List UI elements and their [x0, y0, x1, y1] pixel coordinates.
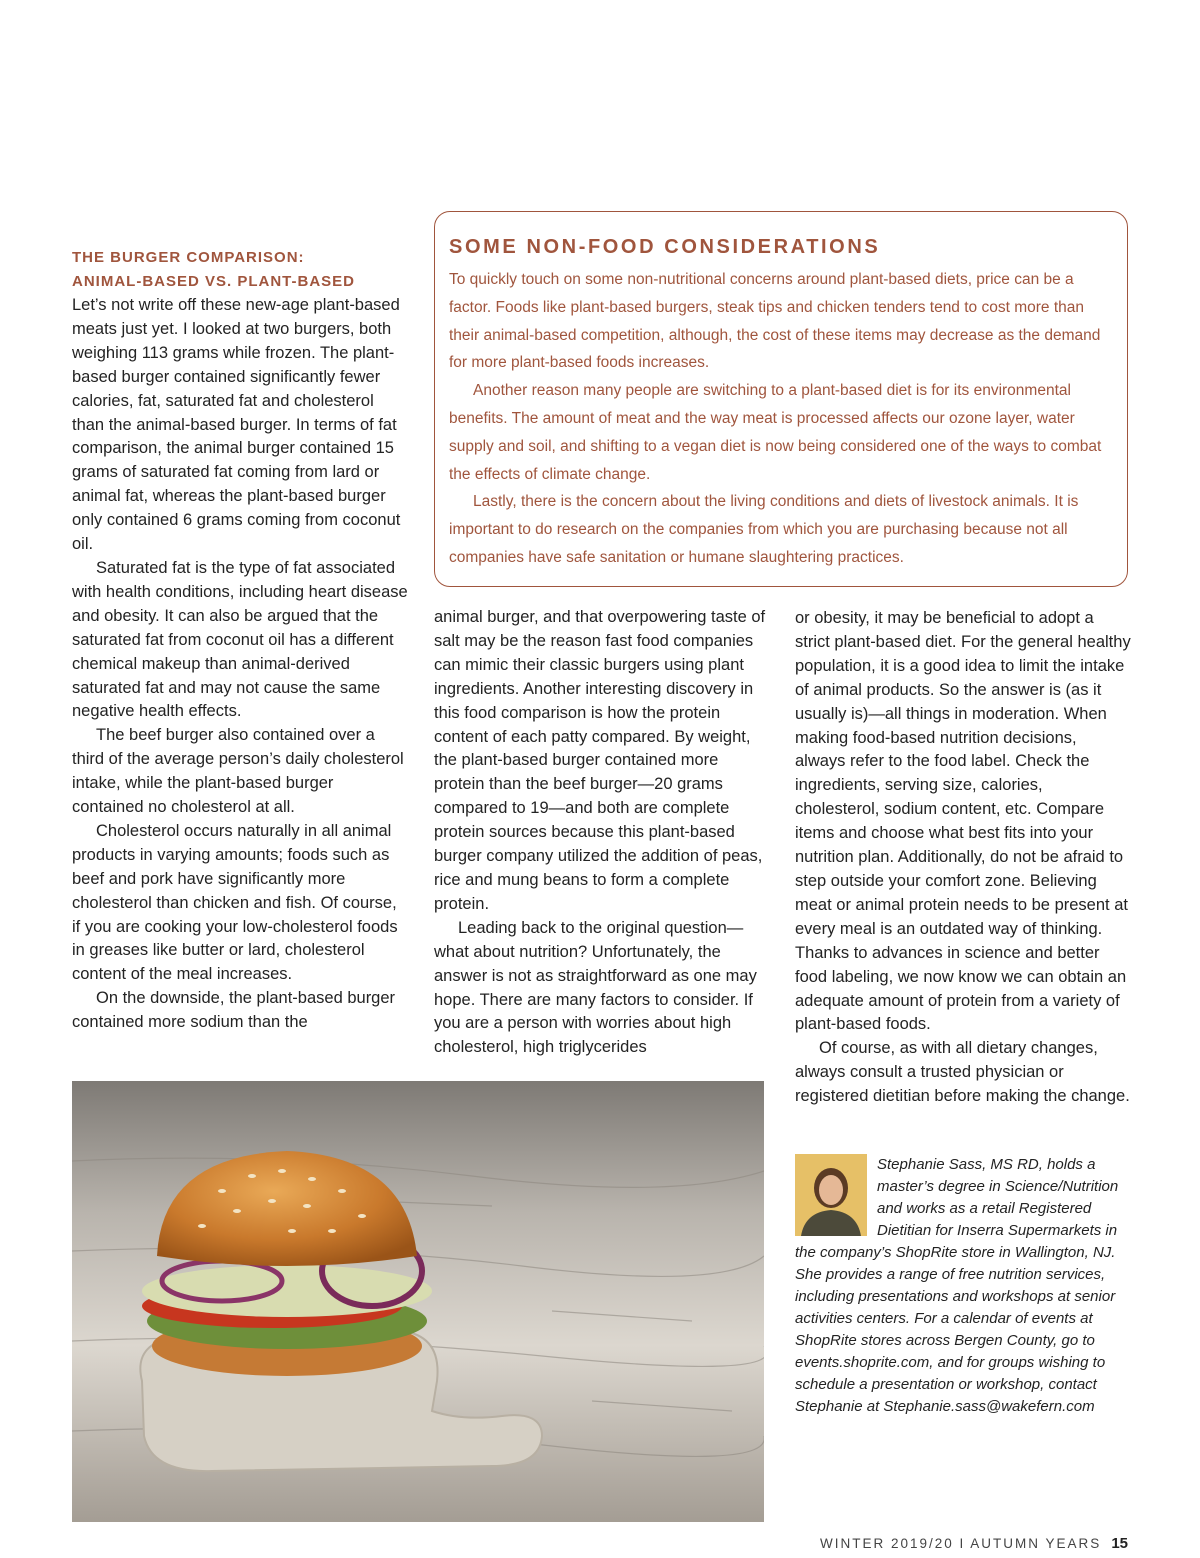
paragraph: animal burger, and that overpowering taste of salt may be the reason fast food companies can mimic their classic burgers using plant ingredients. Another interesting discovery in this food comparison is how the protein content of each patty compared. By weight, the plant-based burger contained more protein than the beef burger—20 grams compared to 19—and both are complete protein sources because this plant-based burger company utilized the addition of peas, rice and mung beans to form a complete protein.: [434, 608, 766, 913]
paragraph: The beef burger also contained over a third of the average person’s daily cholesterol intake, while the plant-based burger contained no cholesterol at all.: [72, 726, 404, 817]
article-column-2: [434, 606, 770, 1060]
sidebar-paragraph: To quickly touch on some non-nutritional concerns around plant-based diets, price can be a factor. Foods like plant-based burgers, steak tips and chicken tenders tend to cost more than their animal-based competition, although, the cost of these items may decrease as the demand for more plant-based foods increases.: [449, 271, 1101, 372]
author-portrait: [795, 1154, 867, 1236]
page-number: 15: [1111, 1535, 1128, 1552]
article-column-3: [795, 607, 1131, 1109]
paragraph: Saturated fat is the type of fat associated with health conditions, including heart disease and obesity. It can also be argued that the saturated fat from coconut oil has a different chemical makeup than animal-derived saturated fat and may not cause the same negative health effects.: [72, 558, 408, 721]
paragraph: Let’s not write off these new-age plant-based meats just yet. I looked at two burgers, both weighing 113 grams while frozen. The plant-based burger contained significantly fewer calories, fat, saturated fat and cholesterol than the animal-based burger. In terms of fat comparison, the animal burger contained 15 grams of saturated fat coming from lard or animal fat, whereas the plant-based burger only contained 6 grams coming from coconut oil.: [72, 296, 401, 554]
article-heading-line-2: ANIMAL-BASED VS. PLANT-BASED: [72, 273, 356, 290]
sidebar-box: [434, 211, 1128, 587]
article-column-1: [72, 246, 408, 1035]
issue-label: WINTER 2019/20 I AUTUMN YEARS: [819, 1536, 1102, 1551]
paragraph: On the downside, the plant-based burger contained more sodium than the: [72, 989, 396, 1032]
paragraph: Leading back to the original question—what about nutrition? Unfortunately, the answer is not as straightforward as one may hope. There are many factors to consider. If you are a person with worries about high cholesterol, high triglycerides: [434, 918, 757, 1057]
burger-photo: [72, 1081, 764, 1522]
author-bio-text: Stephanie Sass, MS RD, holds a master’s degree in Science/Nutrition and works as a retail Registered Dietitian for Inserra Supermarkets in the company’s ShopRite store in Wallington, NJ. She provides a range of free nutrition services, including presentations and workshops at senior activities centers. For a calendar of events at ShopRite stores across Bergen County, go to events.shoprite.com, and for groups wishing to schedule a presentation or workshop, contact Stephanie at Stephanie.sass@wakefern.com: [795, 1156, 1119, 1415]
article-heading: [72, 246, 408, 294]
paragraph: Cholesterol occurs naturally in all animal products in varying amounts; foods such as beef and pork have significantly more cholesterol than chicken and fish. Of course, if you are cooking your low-cholesterol foods in greases like butter or lard, cholesterol content of the meal increases.: [72, 821, 398, 984]
sidebar-paragraph: Another reason many people are switching to a plant-based diet is for its environmental benefits. The amount of meat and the way meat is processed affects our ozone layer, water supply and soil, and shifting to a vegan diet is now being considered one of the ways to combat the effects of climate change.: [449, 382, 1102, 483]
author-bio: [795, 1154, 1130, 1418]
sidebar-paragraph: Lastly, there is the concern about the living conditions and diets of livestock animals. It is important to do research on the companies from which you are purchasing because not all companies have safe sanitation or humane slaughtering practices.: [449, 493, 1079, 566]
page-footer: [820, 1535, 1128, 1552]
sidebar-title: SOME NON-FOOD CONSIDERATIONS: [449, 236, 881, 258]
article-heading-line-1: THE BURGER COMPARISON:: [72, 249, 305, 266]
burger-illustration: [72, 1081, 764, 1522]
paragraph: or obesity, it may be beneficial to adopt a strict plant-based diet. For the general healthy population, it is a good idea to limit the intake of animal products. So the answer is (as it usually is)—all things in moderation. When making food-based nutrition decisions, always refer to the food label. Check the ingredients, serving size, calories, cholesterol, sodium content, etc. Compare items and choose what best fits into your nutrition plan. Additionally, do not be afraid to step outside your comfort zone. Believing meat or animal protein needs to be present at every meal is an outdated way of thinking. Thanks to advances in science and better food labeling, we now know we can obtain an adequate amount of protein from a variety of plant-based foods.: [795, 609, 1131, 1034]
paragraph: Of course, as with all dietary changes, always consult a trusted physician or registered dietitian before making the change.: [795, 1039, 1130, 1106]
author-portrait-illustration: [795, 1154, 867, 1236]
